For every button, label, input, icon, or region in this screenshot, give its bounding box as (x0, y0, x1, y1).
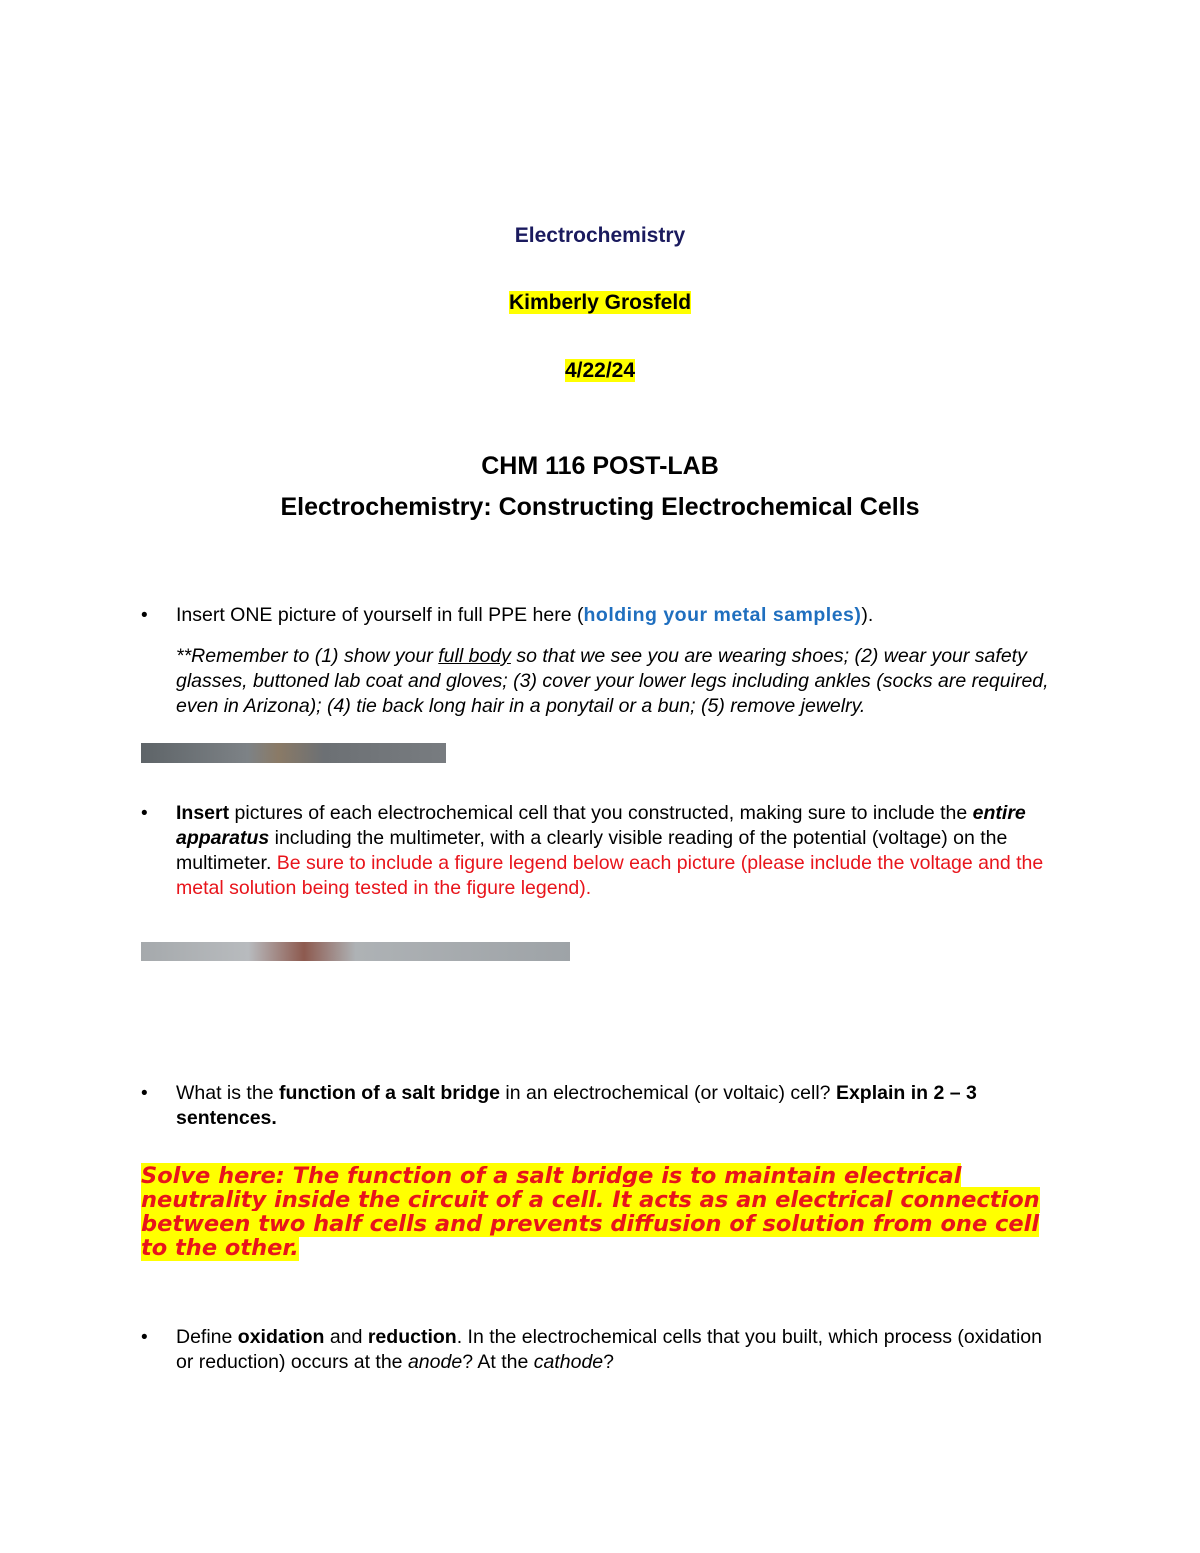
item4-text-b: and (324, 1326, 368, 1348)
bullet-4: • (141, 1327, 148, 1348)
ppe-reminder-note (176, 644, 1071, 719)
item1-text-end: ). (861, 604, 874, 626)
item4-text: Define (176, 1326, 238, 1348)
item4-anode: anode (407, 1351, 463, 1373)
item1-highlight: holding your metal samples) (583, 604, 862, 626)
item-oxidation-reduction (176, 1325, 1056, 1375)
item4-cathode: cathode (533, 1351, 604, 1373)
cell-photo (141, 942, 570, 961)
item4-text-c: . In the electrochemical cells that you built, which process (oxidation or reduction) occurs at the (176, 1326, 1042, 1373)
item4-bold-reduction: reduction (367, 1326, 457, 1348)
item4-bold-oxidation: oxidation (237, 1326, 325, 1348)
author-name-highlight: Kimberly Grosfeld (508, 291, 692, 314)
date-highlight: 4/22/24 (564, 359, 636, 382)
item4-text-e: ? (603, 1351, 615, 1373)
item1-text: Insert ONE picture of yourself in full PPE here ( (176, 604, 584, 626)
lab-subtitle: Electrochemistry: Constructing Electrochemical Cells (280, 493, 920, 521)
item3-bold: function of a salt bridge (278, 1082, 500, 1104)
author-name (0, 291, 1200, 315)
document-date (0, 359, 1200, 383)
answer-highlight: Solve here: The function of a salt bridge is to maintain electrical neutrality inside the circuit of a cell. It acts as an electrical connection between two half cells and prevents diffusion of solution from one cell to the other. (141, 1163, 1040, 1261)
item4-text-d: ? At the (462, 1351, 534, 1373)
note-underline: full body (438, 645, 511, 667)
document-title: Electrochemistry (514, 224, 686, 247)
note-text: **Remember to (1) show your (176, 645, 439, 667)
item2-text-b: including the multimeter, with a clearly visible reading of the potential (voltage) on the multimeter. (176, 827, 1008, 874)
item2-red-instruction: Be sure to include a figure legend below each picture (please include the voltage and the metal solution being tested in the figure legend). (176, 852, 1044, 899)
bullet-3: • (141, 1083, 148, 1104)
bullet-2: • (141, 803, 148, 824)
item3-bold-b: Explain in 2 – 3 sentences. (176, 1082, 977, 1129)
item-salt-bridge-question (176, 1081, 1056, 1131)
note-text-end: so that we see you are wearing shoes; (2) wear your safety glasses, buttoned lab coat and gloves; (3) cover your lower legs including ankles (socks are required, even in Arizona); (4) tie back long hair in a ponytail or a bun; (5) remove jewelry. (176, 645, 1049, 717)
item2-bold-italic: entire apparatus (176, 802, 1026, 849)
item-ppe-instruction (176, 603, 1066, 628)
course-code: CHM 116 POST-LAB (481, 452, 719, 480)
item2-text: pictures of each electrochemical cell that you constructed, making sure to include the (229, 802, 973, 824)
bullet-1: • (141, 605, 148, 626)
item3-text-b: in an electrochemical (or voltaic) cell? (499, 1082, 836, 1104)
item-cell-pictures (176, 801, 1056, 901)
ppe-photo (141, 743, 446, 763)
salt-bridge-answer (141, 1164, 1071, 1260)
item3-text: What is the (176, 1082, 279, 1104)
item2-bold: Insert (176, 802, 230, 824)
